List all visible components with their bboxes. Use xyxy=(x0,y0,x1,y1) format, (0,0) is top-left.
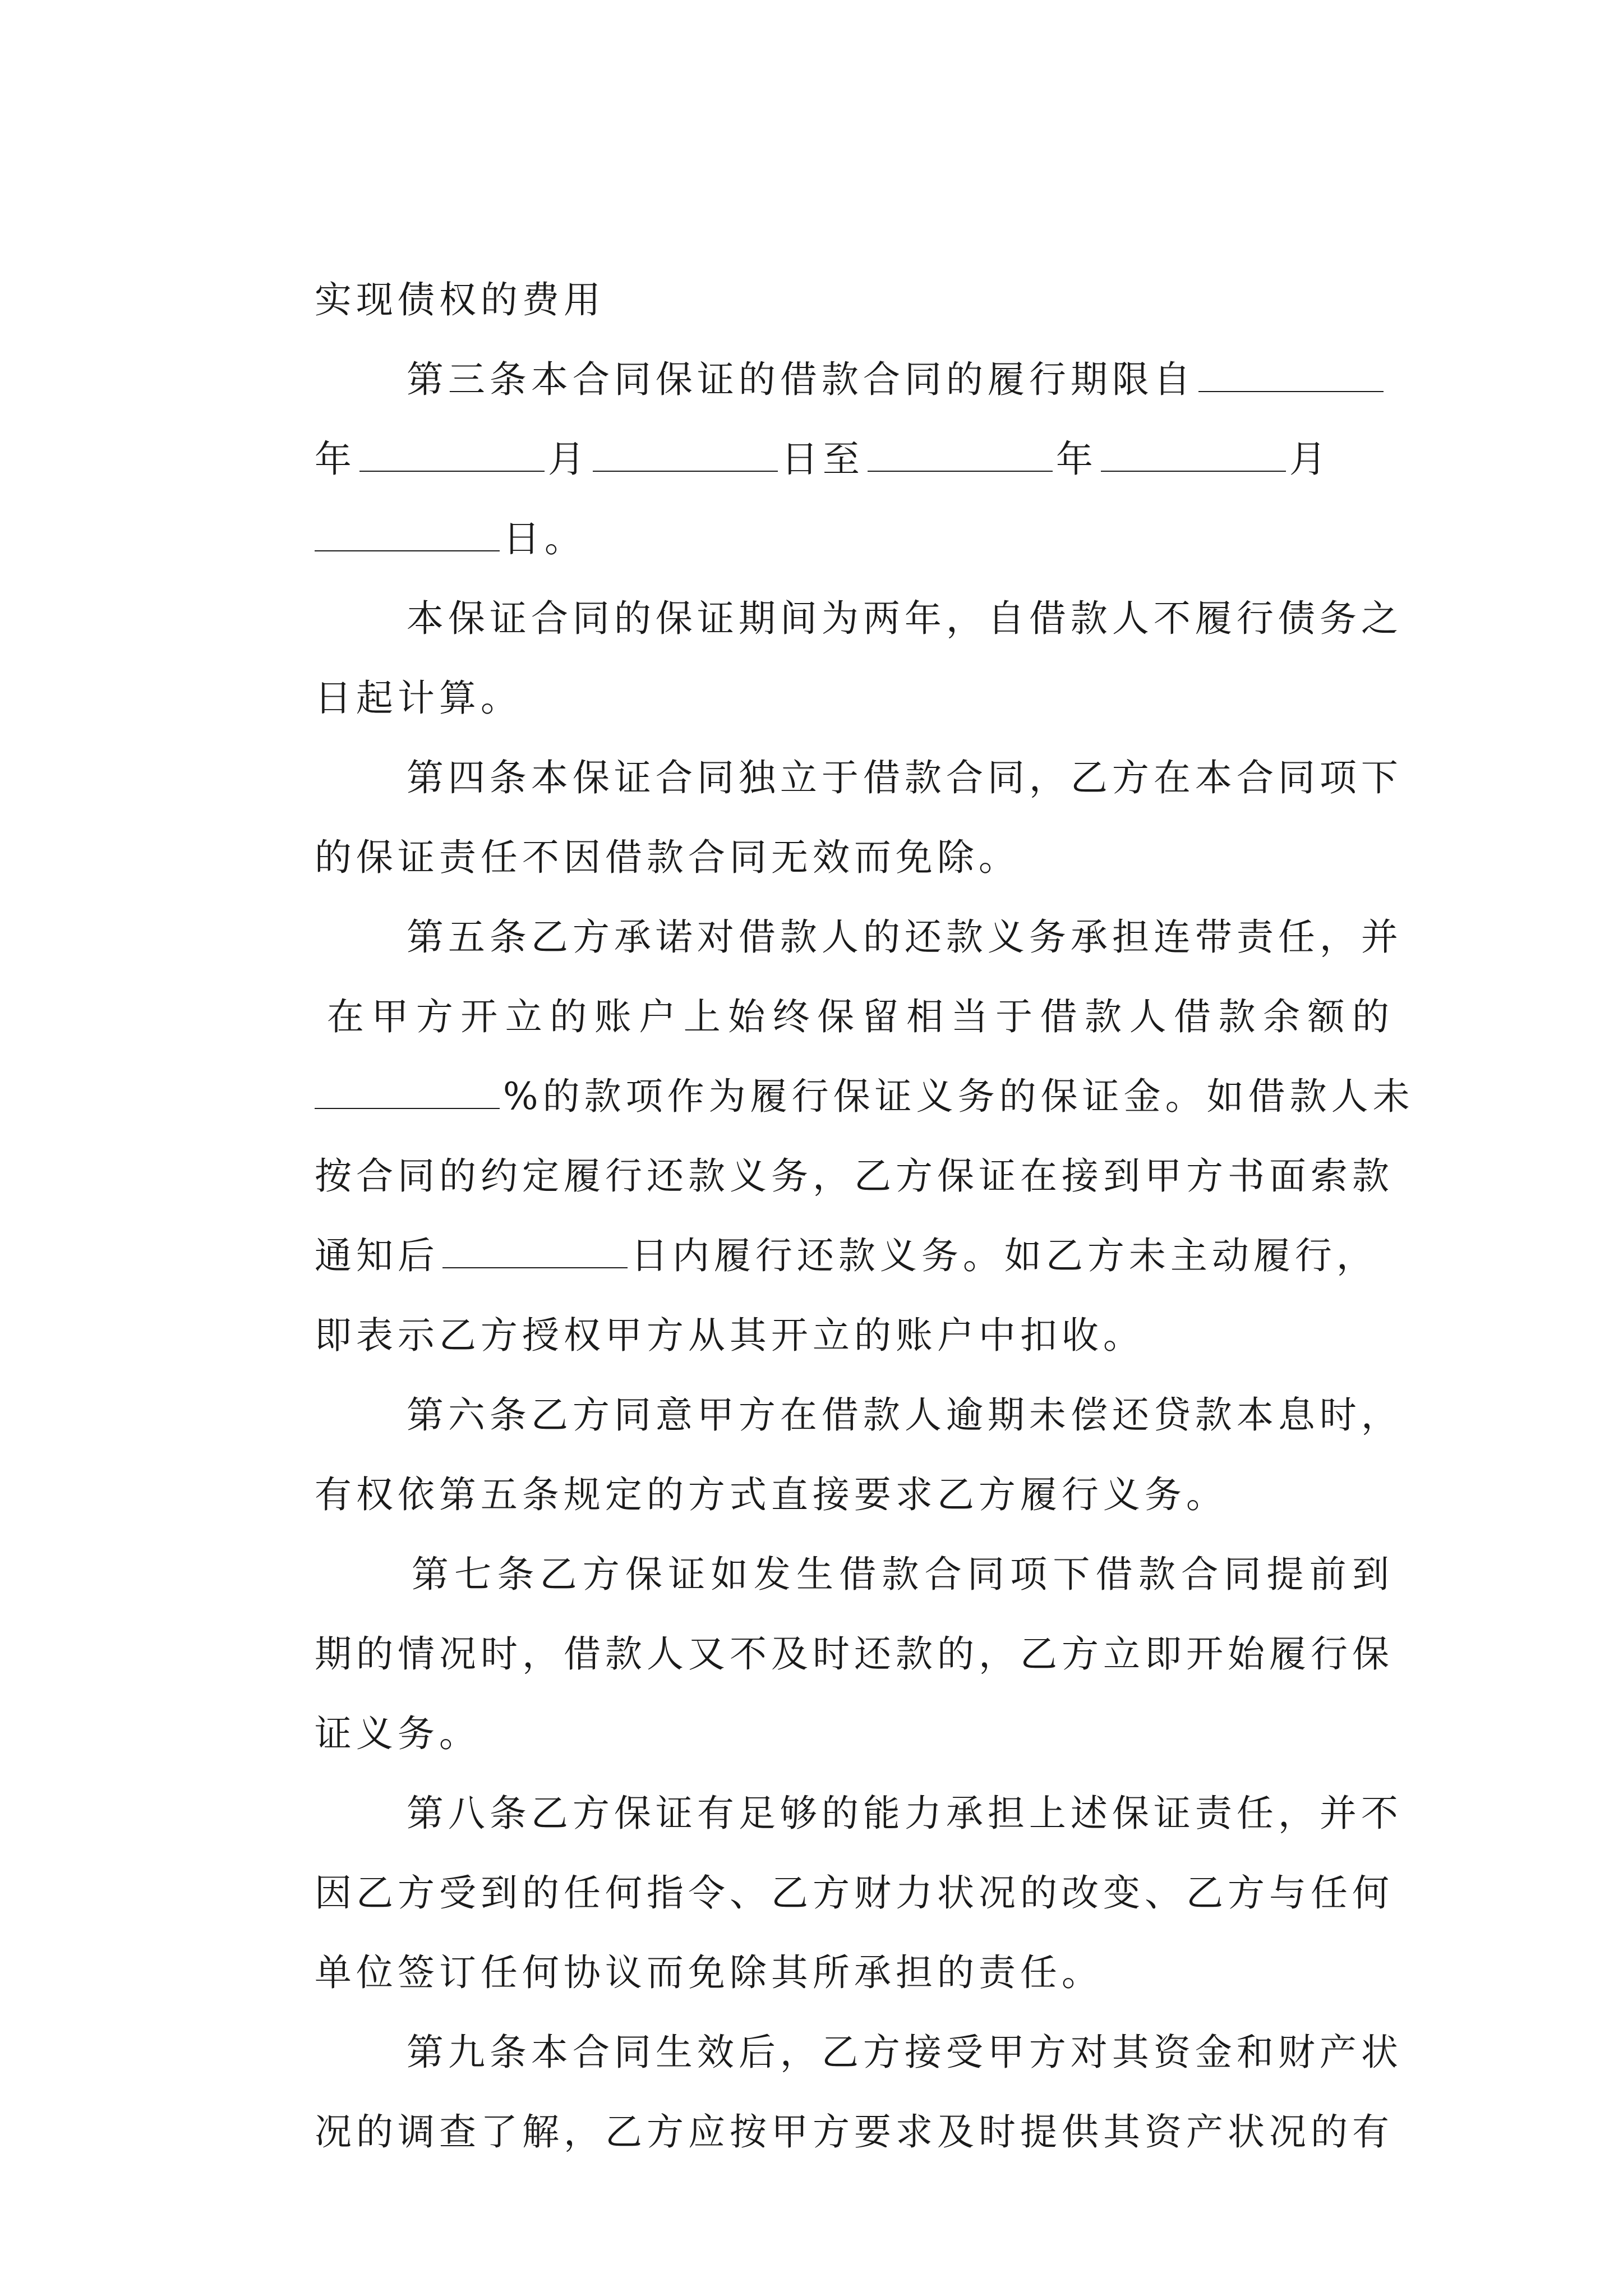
text-fragment: 按合同的约定履行还款义务，乙方保证在接到甲方书面索款 xyxy=(314,1154,1394,1198)
text-fragment: 的保证责任不因借款合同无效而免除。 xyxy=(314,836,1020,879)
text-line xyxy=(250,1243,1394,1357)
text-fragment: 月 xyxy=(547,438,589,481)
text-fragment: 本保证合同的保证期间为两年，自借款人不履行债务之 xyxy=(406,597,1403,640)
text-line xyxy=(250,1801,1394,1915)
text-fragment: 第四条本保证合同独立于借款合同，乙方在本合同项下 xyxy=(406,756,1403,799)
text-line xyxy=(250,765,1394,879)
text-fragment: 年 xyxy=(314,438,356,481)
text-line xyxy=(250,2040,1394,2154)
text-fragment: 证义务。 xyxy=(314,1712,481,1755)
text-fragment: 况的调查了解，乙方应按甲方要求及时提供其资产状况的有 xyxy=(314,2110,1394,2154)
text-line xyxy=(342,1721,1403,1835)
text-fragment: 第五条乙方承诺对借款人的还款义务承担连带责任，并 xyxy=(406,915,1403,959)
text-line xyxy=(250,1402,1394,1516)
text-line xyxy=(342,1960,1403,2074)
text-fragment: 因乙方受到的任何指令、乙方财力状况的改变、乙方与任何 xyxy=(314,1871,1394,1915)
text-fragment: 第三条本合同保证的借款合同的履行期限自 xyxy=(406,358,1195,401)
text-line xyxy=(250,924,1394,1038)
text-line xyxy=(342,526,1403,640)
text-line xyxy=(250,367,1394,481)
text-fragment: %的款项作为履行保证义务的保证金。如借款人未 xyxy=(502,1075,1414,1118)
text-fragment: 通知后 xyxy=(314,1234,439,1277)
text-line xyxy=(250,447,1394,560)
text-fragment: 日至 xyxy=(781,438,864,481)
text-line xyxy=(250,1880,1394,1994)
text-line xyxy=(250,1562,1394,1676)
text-fragment: 在甲方开立的账户上始终保留相当于借款人借款余额的 xyxy=(326,995,1394,1038)
text-line xyxy=(342,287,1394,401)
text-fragment: 即表示乙方授权甲方从其开立的账户中扣收。 xyxy=(314,1314,1145,1357)
text-fragment: 第六条乙方同意甲方在借款人逾期未偿还贷款本息时， xyxy=(406,1393,1403,1437)
text-line xyxy=(250,208,1394,321)
text-fragment: 月 xyxy=(1289,438,1331,481)
text-fragment: 期的情况时，借款人又不及时还款的，乙方立即开始履行保 xyxy=(314,1632,1394,1676)
text-line xyxy=(250,1004,1414,1118)
text-fragment: 第九条本合同生效后，乙方接受甲方对其资金和财产状 xyxy=(406,2031,1403,2074)
text-fragment: 单位签订任何协议而免除其所承担的责任。 xyxy=(314,1951,1103,1994)
text-fragment: 年 xyxy=(1055,438,1098,481)
text-fragment: 第八条乙方保证有足够的能力承担上述保证责任，并不 xyxy=(406,1792,1403,1835)
text-fragment: 有权依第五条规定的方式直接要求乙方履行义务。 xyxy=(314,1473,1228,1516)
text-line xyxy=(342,1323,1403,1437)
text-fragment: 日。 xyxy=(502,517,586,560)
text-line xyxy=(250,606,1394,720)
text-line xyxy=(342,1482,1394,1596)
text-fragment: 日起计算。 xyxy=(314,677,522,720)
text-line xyxy=(250,1641,1394,1755)
text-line xyxy=(342,845,1403,959)
text-line xyxy=(250,1084,1394,1198)
text-line xyxy=(342,685,1403,799)
text-fragment: 日内履行还款义务。如乙方未主动履行， xyxy=(630,1234,1378,1277)
text-line xyxy=(250,1163,1394,1277)
text-fragment: 第七条乙方保证如发生借款合同项下借款合同提前到 xyxy=(411,1553,1394,1596)
text-fragment: 实现债权的费用 xyxy=(314,278,605,321)
